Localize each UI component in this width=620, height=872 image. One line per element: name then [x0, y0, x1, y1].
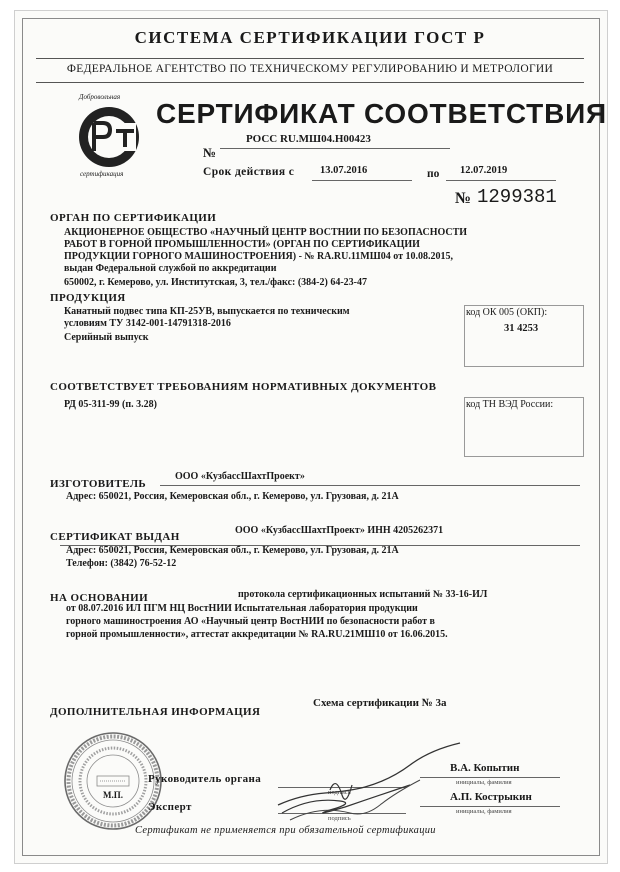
expert-label: Эксперт — [148, 801, 192, 813]
okp-label: код ОК 005 (ОКП): — [466, 307, 548, 318]
organ-line-4: выдан Федеральной службой по аккредитации — [64, 263, 277, 274]
certification-scheme: Схема сертификации № 3а — [313, 697, 447, 709]
issued-phone: Телефон: (3842) 76-52-12 — [66, 558, 177, 569]
serial-number: 1299381 — [477, 186, 557, 208]
organ-line-1: АКЦИОНЕРНОЕ ОБЩЕСТВО «НАУЧНЫЙ ЦЕНТР ВОСТНИИ ПО БЕЗОПАСНОСТИ — [64, 227, 468, 238]
basis-label: НА ОСНОВАНИИ — [50, 592, 149, 604]
conformity-heading: СООТВЕТСТВУЕТ ТРЕБОВАНИЯМ НОРМАТИВНЫХ ДОКУМЕНТОВ — [50, 381, 437, 393]
agency-title: ФЕДЕРАЛЬНОЕ АГЕНТСТВО ПО ТЕХНИЧЕСКОМУ РЕГУЛИРОВАНИЮ И МЕТРОЛОГИИ — [66, 63, 554, 75]
serial-label: № — [455, 190, 472, 207]
expert-name: А.П. Кострыкин — [450, 791, 532, 803]
head-sig-caption: подпись — [328, 789, 351, 796]
rst-logo-icon — [70, 93, 148, 179]
head-label: Руководитель органа — [148, 773, 262, 785]
organ-line-5: 650002, г. Кемерово, ул. Институтская, 3, тел./факс: (384-2) 64-23-47 — [64, 277, 367, 288]
basis-line-3: горного машиностроения АО «Научный центр ВостНИИ по безопасности работ в — [66, 616, 435, 627]
head-name-caption: инициалы, фамилия — [456, 779, 512, 786]
validity-to: 12.07.2019 — [460, 165, 508, 176]
validity-label: Срок действия с — [203, 166, 295, 178]
okp-value: 31 4253 — [504, 323, 539, 334]
manufacturer-name: ООО «КузбассШахтПроект» — [175, 471, 305, 482]
registration-number: РОСС RU.МШ04.Н00423 — [246, 133, 371, 145]
issued-address: Адрес: 650021, Россия, Кемеровская обл., г. Кемерово, ул. Грузовая, д. 21А — [66, 545, 399, 556]
manufacturer-underline — [160, 485, 580, 486]
additional-label: ДОПОЛНИТЕЛЬНАЯ ИНФОРМАЦИЯ — [50, 706, 261, 718]
product-line-1: Канатный подвес типа КП-25УВ, выпускается по техническим — [64, 306, 350, 317]
validity-from-underline — [312, 180, 412, 181]
organ-line-2: РАБОТ В ГОРНОЙ ПРОМЫШЛЕННОСТИ» (ОРГАН ПО СЕРТИФИКАЦИИ — [64, 239, 420, 250]
product-line-3: Серийный выпуск — [64, 332, 149, 343]
validity-to-underline — [446, 180, 556, 181]
tnved-label: код ТН ВЭД России: — [466, 399, 554, 410]
issued-label: СЕРТИФИКАТ ВЫДАН — [50, 531, 180, 543]
seal-mp: М.П. — [103, 790, 123, 800]
registration-underline — [220, 148, 450, 149]
basis-line-4: горной промышленности», аттестат аккредитации № RA.RU.21МШ10 от 16.06.2015. — [66, 629, 448, 640]
validity-from: 13.07.2016 — [320, 165, 368, 176]
logo-text-bottom: сертификация — [80, 170, 124, 178]
basis-line-2: от 08.07.2016 ИЛ ПГМ НЦ ВостНИИ Испытательная лаборатория продукции — [66, 603, 418, 614]
manufacturer-address: Адрес: 650021, Россия, Кемеровская обл., г. Кемерово, ул. Грузовая, д. 21А — [66, 491, 399, 502]
organ-line-3: ПРОДУКЦИИ ГОРНОГО МАШИНОСТРОЕНИЯ) - № RA.RU.11МШ04 от 10.08.2015, — [64, 251, 453, 262]
signature-scribble-icon — [270, 735, 470, 830]
header-rule — [36, 58, 584, 59]
agency-rule — [36, 82, 584, 83]
validity-to-label: по — [427, 168, 440, 180]
expert-name-caption: инициалы, фамилия — [456, 808, 512, 815]
head-name: В.А. Копытин — [450, 762, 520, 774]
expert-sig-caption: подпись — [328, 815, 351, 822]
product-heading: ПРОДУКЦИЯ — [50, 292, 126, 304]
footer-note: Сертификат не применяется при обязательной сертификации — [135, 825, 436, 836]
manufacturer-label: ИЗГОТОВИТЕЛЬ — [50, 478, 147, 490]
system-title: СИСТЕМА СЕРТИФИКАЦИИ ГОСТ Р — [134, 28, 486, 47]
conformity-document: РД 05-311-99 (п. 3.28) — [64, 399, 157, 410]
basis-line-1: протокола сертификационных испытаний № 33-16-ИЛ — [238, 589, 488, 600]
certificate-title: СЕРТИФИКАТ СООТВЕТСТВИЯ — [156, 98, 607, 129]
logo-text-top: Добровольная — [79, 93, 121, 101]
organ-heading: ОРГАН ПО СЕРТИФИКАЦИИ — [50, 212, 217, 224]
product-line-2: условиям ТУ 3142-001-14791318-2016 — [64, 318, 231, 329]
issued-name: ООО «КузбассШахтПроект» ИНН 4205262371 — [235, 525, 444, 536]
registration-no-label: № — [203, 145, 217, 160]
